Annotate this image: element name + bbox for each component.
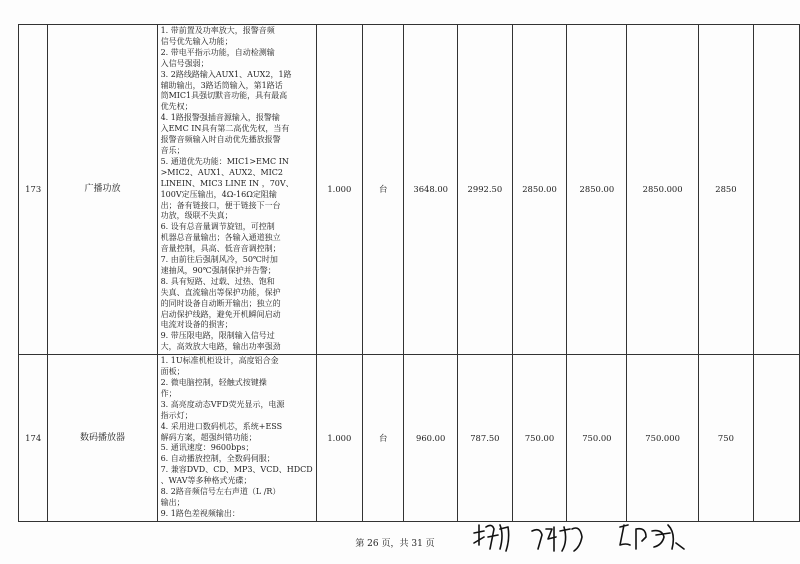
- price-4: 2850.00: [567, 25, 627, 355]
- description-line: 5. 通讯速度：9600bps；: [160, 443, 254, 453]
- description-line: 电流对设备的损害；: [160, 320, 233, 330]
- product-name: 数码播放器: [48, 355, 157, 522]
- empty-cell: [754, 25, 800, 355]
- row-number: 174: [19, 355, 48, 522]
- price-3: 750.00: [512, 355, 567, 522]
- description-line: 报警音频输入时自动优先播放报警: [160, 135, 281, 145]
- description-line: 优先权；: [160, 102, 193, 112]
- product-description: [157, 25, 316, 355]
- quotation-table: [18, 24, 800, 522]
- description-line: 2. 微电脑控制，轻触式按键操: [160, 378, 267, 387]
- empty-cell: [754, 355, 800, 522]
- total-price: 2850.000: [627, 25, 698, 355]
- description-line: 1. 带前置及功率放大，报警音频: [160, 26, 275, 35]
- description-line: 指示灯；: [160, 410, 193, 420]
- description-line: 4. 1路报警强插音源输入，报警输: [160, 113, 280, 123]
- description-line: 速抽风，90℃强制保护并告警；: [160, 265, 276, 275]
- description-line: 失真、直流输出等保护功能，保护: [160, 287, 281, 297]
- quantity: 1.000: [316, 355, 362, 522]
- price-2: 2992.50: [458, 25, 513, 355]
- description-line: 机器总音量输出；各输入通道独立: [160, 233, 281, 243]
- quantity: 1.000: [316, 25, 362, 355]
- description-line: 作；: [160, 388, 177, 398]
- description-line: >MIC2、AUX1、AUX2、MIC2: [160, 167, 284, 177]
- description-line: 3. 高亮度动态VFD荧光显示，电源: [160, 399, 285, 409]
- product-description: [157, 355, 316, 522]
- table-row: [19, 355, 800, 522]
- description-line: 1. 1U标准机柜设计，高度铝合金: [160, 356, 279, 366]
- description-line: 筒MIC1具强切默音功能，具有最高: [160, 91, 288, 101]
- description-line: 100V定压输出，4Ω-16Ω定阻输: [160, 189, 277, 199]
- description-line: 7. 兼容DVD、CD、MP3、VCD、HDCD: [160, 465, 313, 475]
- description-line: 输出；: [160, 497, 185, 507]
- price-3: 2850.00: [512, 25, 567, 355]
- description-line: 信号优先输入功能；: [160, 36, 233, 46]
- price-2: 787.50: [458, 355, 513, 522]
- description-line: 3. 2路线路输入AUX1、AUX2，1路: [160, 69, 292, 79]
- description-line: 、WAV等多种格式光碟；: [160, 476, 252, 486]
- final-price: 750: [698, 355, 753, 522]
- page-number: 第 26 页，共 31 页: [355, 539, 435, 549]
- description-line: 入EMC IN具有第二高优先权，当有: [160, 124, 290, 134]
- unit: 台: [363, 25, 404, 355]
- handwritten-signatures: [470, 515, 700, 561]
- price-1: 960.00: [404, 355, 458, 522]
- description-line: 出；备有链接口，便于链接下一台: [160, 200, 281, 210]
- unit: 台: [363, 355, 404, 522]
- description-line: 6. 设有总音量调节旋钮，可控制: [160, 222, 275, 232]
- description-line: 的同时设备自动断开输出；独立的: [160, 298, 281, 308]
- table-row: [19, 25, 800, 355]
- description-line: LINEIN、MIC3 LINE IN ，70V、: [160, 178, 294, 188]
- price-1: 3648.00: [404, 25, 458, 355]
- total-price: 750.000: [627, 355, 698, 522]
- product-name: 广播功放: [48, 25, 157, 355]
- description-line: 7. 由前往后强制风冷，50℃时加: [160, 255, 278, 265]
- description-line: 4. 采用进口数码机芯，系统+ESS: [160, 421, 283, 431]
- description-line: 辅助输出，3路话筒输入，第1路话: [160, 80, 283, 90]
- description-line: 音量控制，具高、低音音调控制；: [160, 244, 281, 254]
- description-line: 面板；: [160, 367, 185, 377]
- description-line: 5. 通道优先功能：MIC1>EMC IN: [160, 156, 289, 166]
- row-number: 173: [19, 25, 48, 355]
- description-line: 启动保护线路，避免开机瞬间启动: [160, 309, 281, 319]
- description-line: 8. 具有短路、过载、过热、饱和: [160, 276, 275, 286]
- price-4: 750.00: [567, 355, 627, 522]
- description-line: 大，高效放大电路，输出功率强劲: [160, 342, 281, 352]
- description-line: 入信号强弱；: [160, 58, 209, 68]
- description-line: 9. 带压限电路，限制输入信号过: [160, 331, 275, 341]
- description-line: 8. 2路音频信号左右声道（L /R）: [160, 487, 281, 497]
- description-line: 9. 1路色差视频输出：: [160, 508, 240, 518]
- description-line: 2. 带电平指示功能，自动检测输: [160, 47, 275, 57]
- description-line: 6. 自动播放控制，全数码伺服；: [160, 454, 275, 464]
- description-line: 功放，级联不失真；: [160, 211, 233, 221]
- final-price: 2850: [698, 25, 753, 355]
- description-line: 音乐；: [160, 145, 185, 155]
- description-line: 解码方案，超强纠错功能；: [160, 432, 257, 442]
